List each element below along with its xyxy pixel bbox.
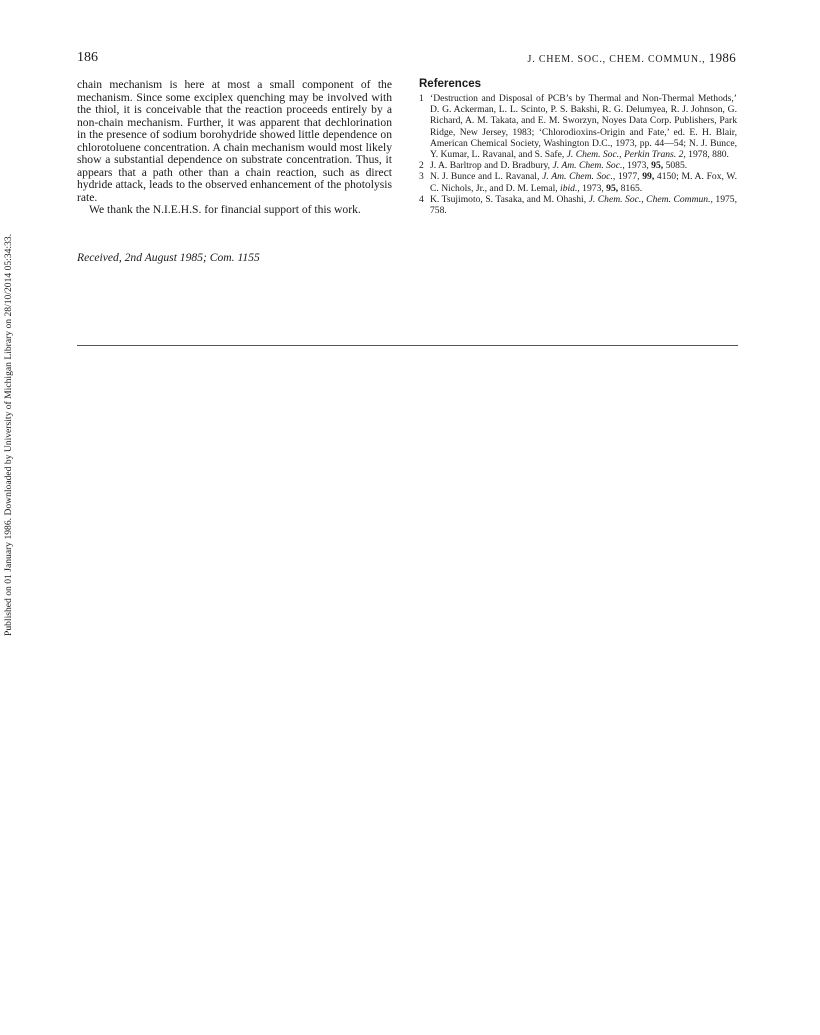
- reference-journal: J. Chem. Soc., Chem. Commun.,: [588, 193, 713, 205]
- reference-journal: J. Am. Chem. Soc.,: [542, 171, 616, 183]
- reference-text: 1977,: [615, 171, 643, 183]
- reference-number: 3: [419, 171, 424, 183]
- reference-number: 1: [419, 93, 424, 104]
- reference-item: [419, 160, 737, 171]
- reference-item: [419, 171, 737, 193]
- reference-volume: 95,: [651, 160, 664, 172]
- reference-text: 1975, 758.: [430, 193, 737, 217]
- reference-number: 4: [419, 193, 424, 205]
- download-watermark: [2, 186, 16, 636]
- reference-number: 2: [419, 160, 424, 172]
- running-head: [528, 50, 736, 68]
- references-section: [419, 77, 737, 216]
- reference-text: 4150; M. A. Fox, W. C. Nichols, Jr., and D. M. Lemal,: [430, 171, 737, 194]
- reference-text: ‘Destruction and Disposal of PCB’s by Thermal and Non-Thermal Methods,’ D. G. Ackerman, L. L. Scinto, P. S. Bakshi, R. G. Delumyea, R. J. Johnson, G. Richard, A. M. Takata, and E. M. Sworzyn, Noyes Data Corp. Publishers, Park Ridge, New Jersey, 1983; ‘Chlorodioxins-Origin and Fate,’ ed. E. H. Blair, American Chemical Society, Washington D.C., 1973, pp. 44—54; N. J. Bunce, Y. Kumar, L. Ravanal, and S. Safe,: [430, 93, 737, 161]
- left-column: [77, 79, 392, 217]
- acknowledgement: We thank the N.I.E.H.S. for financial support of this work.: [89, 203, 361, 216]
- reference-item: [419, 194, 737, 216]
- reference-volume: 95,: [606, 182, 619, 194]
- references-heading: References: [419, 78, 482, 90]
- body-paragraph: chain mechanism is here at most a small component of the mechanism. Since some exciplex quenching may be involved with the thiol, it is conceivable that the reaction proceeds entirely by a non-chain mechanism. Further, it was apparent that dechlorination in the presence of sodium borohydride showed little dependence on chlorotoluene concentration. A chain mechanism would most likely show a substantial dependence on substrate concentration. Thus, it appears that a path other than a chain reaction, such as direct hydride attack, leads to the observed enhancement of the photolysis rate.: [77, 78, 392, 204]
- reference-ibid: ibid.,: [560, 182, 580, 194]
- reference-list: [419, 93, 737, 216]
- reference-text: 1973,: [624, 160, 652, 172]
- reference-text: N. J. Bunce and L. Ravanal,: [430, 171, 543, 183]
- reference-journal: J. Chem. Soc., Perkin Trans. 2,: [566, 149, 686, 161]
- reference-item: [419, 93, 737, 160]
- download-watermark-text: Published on 01 January 1986. Downloaded by University of Michigan Library on 28/10/2014 05:34:33.: [3, 233, 14, 636]
- page-number: 186: [77, 50, 98, 65]
- reference-text: 5085.: [663, 160, 688, 172]
- reference-journal: J. Am. Chem. Soc.,: [552, 160, 625, 172]
- page-rule: [77, 345, 738, 346]
- journal-name: J. CHEM. SOC., CHEM. COMMUN.,: [527, 54, 706, 65]
- reference-text: 8165.: [618, 182, 643, 194]
- reference-text: 1973,: [579, 182, 607, 194]
- received-date: Received, 2nd August 1985; Com. 1155: [77, 251, 260, 264]
- reference-volume: 99,: [642, 171, 655, 183]
- journal-year: 1986: [708, 50, 736, 65]
- reference-text: 1978, 880.: [685, 149, 729, 161]
- reference-text: K. Tsujimoto, S. Tasaka, and M. Ohashi,: [430, 193, 589, 205]
- reference-text: J. A. Barltrop and D. Bradbury,: [430, 160, 553, 172]
